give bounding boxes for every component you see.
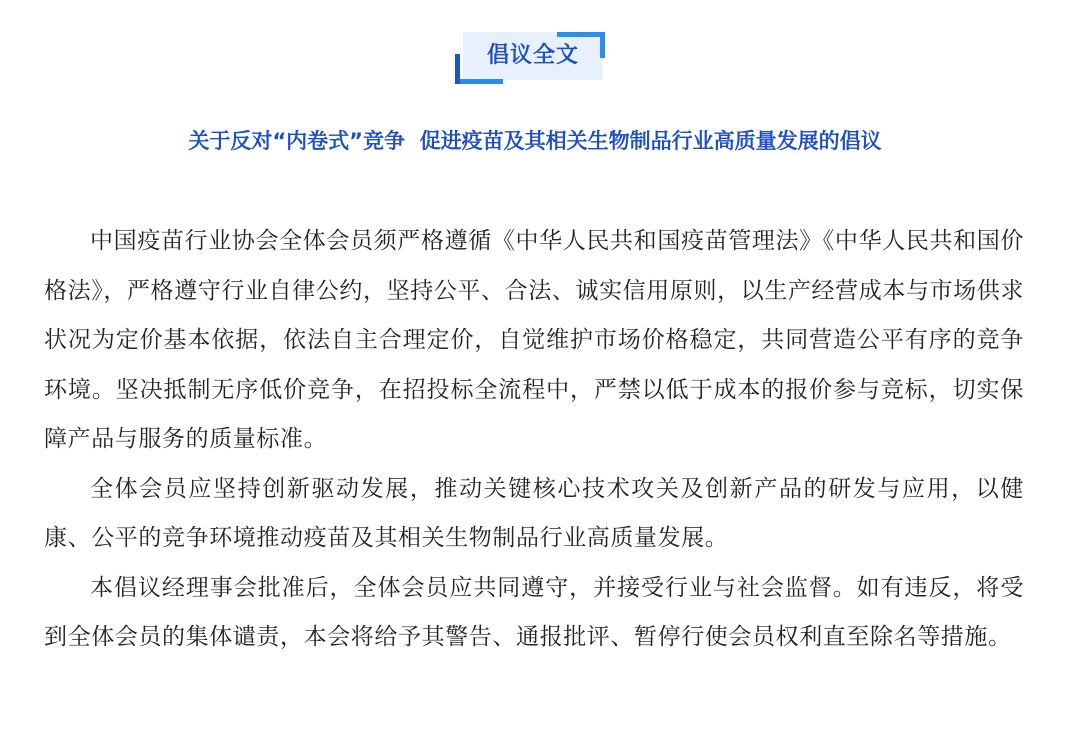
document-body [44,217,1024,663]
section-label: 倡议全文 [486,43,579,68]
paragraph: 本倡议经理事会批准后，全体会员应共同遵守，并接受行业与社会监督。如有违反，将受到全体会员的集体谴责，本会将给予其警告、通报批评、暂停行使会员权利直至除名等措施。 [44,574,1024,650]
paragraph: 中国疫苗行业协会全体会员须严格遵循《中华人民共和国疫苗管理法》《中华人民共和国价格法》，严格遵守行业自律公约，坚持公平、合法、诚实信用原则，以生产经营成本与市场供求状况为定价基本依据，依法自主合理定价，自觉维护市场价格稳定，共同营造公平有序的竞争环境。坚决抵制无序低价竞争，在招投标全流程中，严禁以低于成本的报价参与竞标，切实保障产品与服务的质量标准。 [44,228,1024,452]
paragraph: 全体会员应坚持创新驱动发展，推动关键核心技术攻关及创新产品的研发与应用，以健康、公平的竞争环境推动疫苗及其相关生物制品行业高质量发展。 [44,475,1024,551]
document-title: 关于反对“内卷式”竞争 促进疫苗及其相关生物制品行业高质量发展的倡议 [188,129,882,153]
section-label-badge [455,32,607,84]
badge-corner-bottom-left-vertical [455,54,460,84]
